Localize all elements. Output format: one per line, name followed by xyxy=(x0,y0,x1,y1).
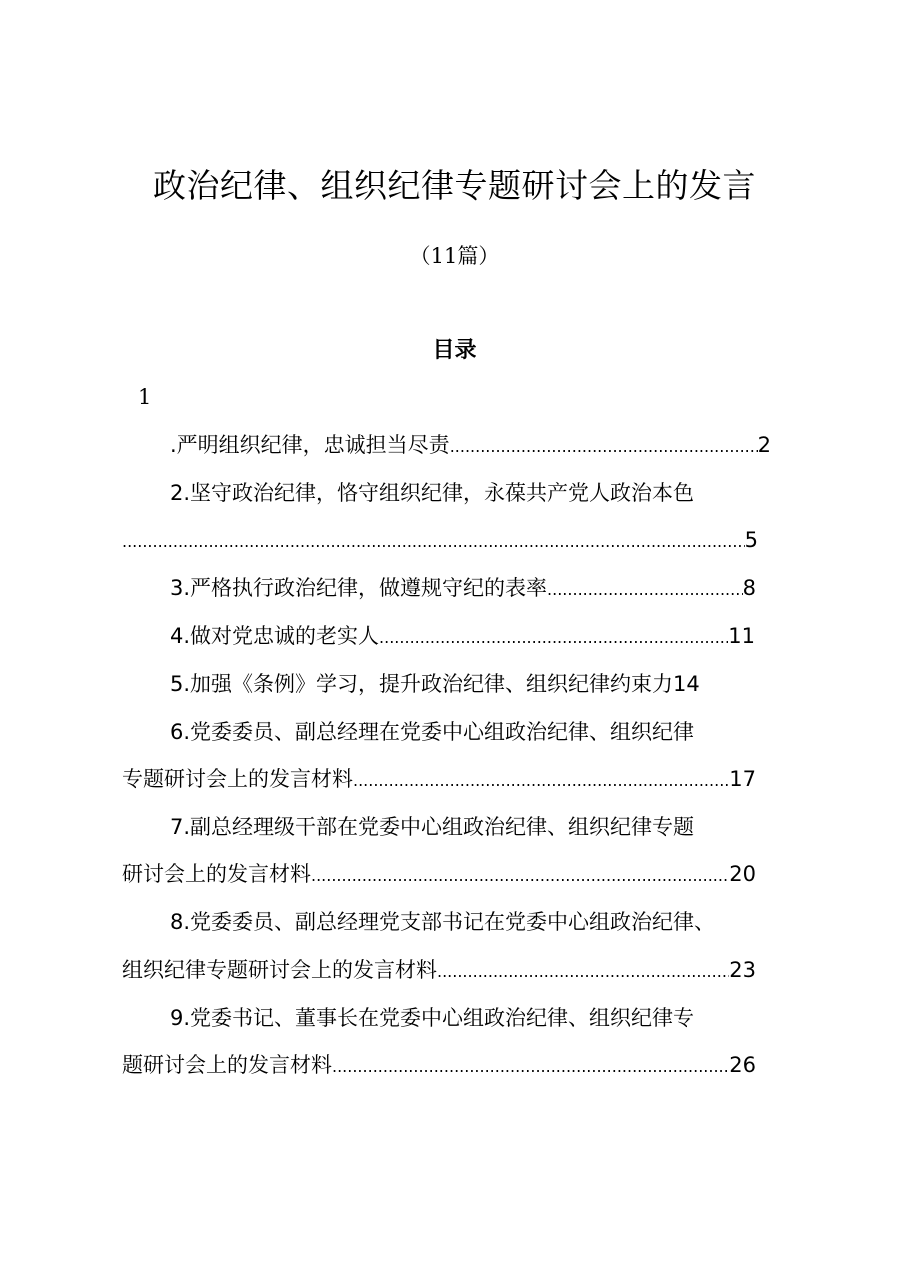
toc-entry-7[interactable] xyxy=(122,859,756,889)
toc-entry-9[interactable] xyxy=(122,1050,756,1080)
stray-number: 1 xyxy=(138,385,152,409)
toc-entry-8[interactable] xyxy=(122,955,756,985)
toc-entry-title: 组织纪律专题研讨会上的发言材料 xyxy=(122,958,437,982)
toc-entry-title: 5.加强《条例》学习，提升政治纪律、组织纪律约束力 xyxy=(170,672,674,696)
toc-leader-dots xyxy=(311,861,729,889)
toc-entry-page: 20 xyxy=(729,862,756,886)
toc-entry-page: 5 xyxy=(744,528,758,552)
toc-leader-dots xyxy=(332,1052,729,1080)
toc-entry-title: .严明组织纪律，忠诚担当尽责 xyxy=(170,433,450,457)
toc-entry-page: 8 xyxy=(742,576,756,600)
toc-entry-page: 14 xyxy=(673,672,700,696)
toc-entry-title: 题研讨会上的发言材料 xyxy=(122,1053,332,1077)
toc-entry-title: 4.做对党忠诚的老实人 xyxy=(170,624,380,648)
toc-entry-title: 3.严格执行政治纪律，做遵规守纪的表率 xyxy=(170,576,548,600)
toc-leader-dots xyxy=(379,623,728,651)
toc-entry-7-line1[interactable]: 7.副总经理级干部在党委中心组政治纪律、组织纪律专题 xyxy=(170,815,695,839)
toc-entry-1[interactable] xyxy=(170,430,771,460)
toc-entry-2-line1[interactable]: 2.坚守政治纪律，恪守组织纪律，永葆共产党人政治本色 xyxy=(170,481,695,505)
toc-entry-page: 17 xyxy=(729,767,756,791)
toc-entry-6-line1[interactable]: 6.党委委员、副总经理在党委中心组政治纪律、组织纪律 xyxy=(170,720,695,744)
toc-entry-5[interactable] xyxy=(170,669,700,699)
document-subtitle: （11篇） xyxy=(409,244,500,268)
document-title: 政治纪律、组织纪律专题研讨会上的发言 xyxy=(153,166,756,205)
toc-leader-dots xyxy=(122,527,745,555)
toc-leader-dots xyxy=(450,432,758,460)
toc-leader-dots xyxy=(353,766,729,794)
toc-heading: 目录 xyxy=(432,338,477,363)
toc-leader-dots xyxy=(547,575,743,603)
toc-entry-3[interactable] xyxy=(170,573,756,603)
toc-entry-page: 26 xyxy=(729,1053,756,1077)
toc-entry-2[interactable] xyxy=(122,525,758,555)
toc-entry-page: 2 xyxy=(757,433,771,457)
toc-leader-dots xyxy=(437,957,729,985)
toc-entry-9-line1[interactable]: 9.党委书记、董事长在党委中心组政治纪律、组织纪律专 xyxy=(170,1006,695,1030)
toc-entry-page: 23 xyxy=(729,958,756,982)
toc-entry-8-line1[interactable]: 8.党委委员、副总经理党支部书记在党委中心组政治纪律、 xyxy=(170,910,716,934)
toc-entry-title: 研讨会上的发言材料 xyxy=(122,862,311,886)
toc-entry-title: 专题研讨会上的发言材料 xyxy=(122,767,353,791)
toc-entry-4[interactable] xyxy=(170,621,755,651)
toc-entry-6[interactable] xyxy=(122,764,756,794)
toc-entry-page: 11 xyxy=(728,624,755,648)
